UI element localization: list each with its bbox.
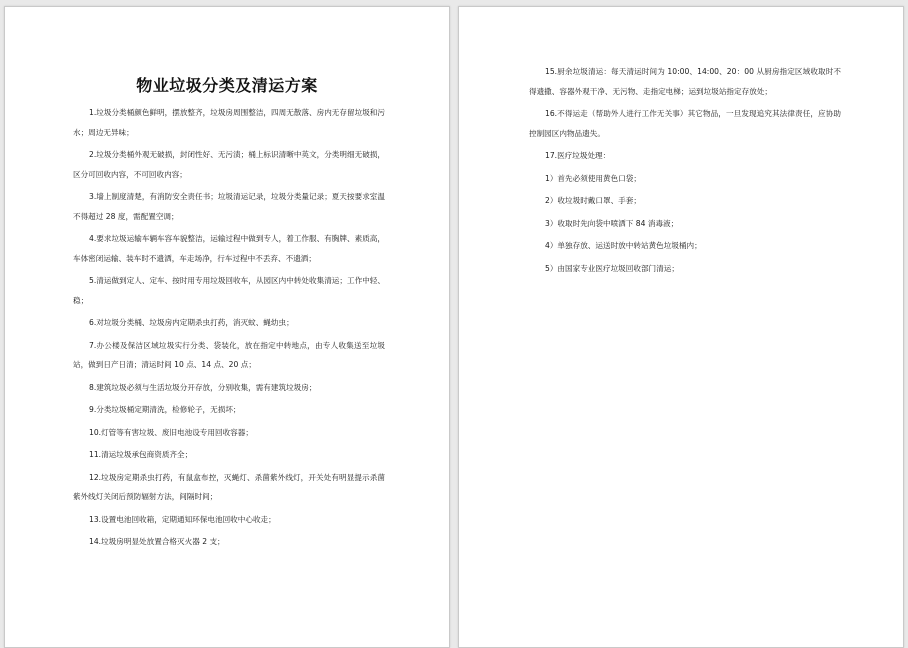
paragraph-15: 15.厨余垃圾清运：每天清运时间为 10:00、14:00、20：00 从厨房指定区域收取时不得遗撒、容器外观干净、无污物、走指定电梯；运到垃圾站指定存放处；: [529, 67, 841, 96]
list-item-1: 1）首先必须使用黄色口袋；: [545, 173, 641, 183]
document-title: 物业垃圾分类及清运方案: [136, 76, 318, 95]
paragraph-9: 9.分类垃圾桶定期清洗，检修轮子，无损坏；: [89, 405, 241, 414]
paragraph-7: 7.办公楼及保洁区域垃圾实行分类、袋装化，放在指定中转地点，由专人收集送至垃圾站，做到日产日清；清运时间 10 点、14 点、20 点；: [73, 340, 385, 369]
paragraph-17: 17.医疗垃圾处理：: [545, 151, 611, 160]
paragraph-1: 1.垃圾分类桶颜色鲜明，摆放整齐，垃圾房周围整洁，四周无散落、房内无存留垃圾和污水；周边无异味；: [73, 108, 385, 137]
document-page-left: [4, 6, 450, 648]
paragraph-4: 4.要求垃圾运输车辆车容车貌整洁，运输过程中做到专人，着工作服、有胸牌、素质高，车体密闭运输、装车时不遗洒，车走场净，行车过程中不丢弃、不遗洒；: [73, 234, 385, 263]
list-item-3: 3）收取时先向袋中喷洒下 84 消毒液；: [545, 218, 679, 228]
paragraph-6: 6.对垃圾分类桶、垃圾房内定期杀虫打药，消灭蚊、蝇幼虫；: [89, 318, 294, 327]
paragraph-5: 5.清运做到定人、定车、按时用专用垃圾回收车，从园区内中转处收集清运；工作中轻、稳；: [73, 276, 385, 305]
paragraph-16: 16.不得运走（帮助外人进行工作无关事）其它物品，一旦发现追究其法律责任，应协助控制园区内物品遗失。: [529, 109, 841, 138]
list-item-5: 5）由国家专业医疗垃圾回收部门清运；: [545, 263, 679, 273]
paragraph-8: 8.建筑垃圾必须与生活垃圾分开存放，分别收集，需有建筑垃圾房；: [89, 382, 317, 392]
list-item-2: 2）收垃圾时戴口罩、手套；: [545, 196, 641, 205]
paragraph-13: 13.设置电池回收箱，定期通知环保电池回收中心收走；: [89, 514, 276, 524]
paragraph-11: 11.清运垃圾承包商资质齐全；: [89, 450, 193, 459]
paragraph-2: 2.垃圾分类桶外观无破损，封闭性好、无污渍；桶上标识清晰中英文，分类明细无破损，区分可回收内容，不可回收内容；: [73, 150, 385, 179]
paragraph-14: 14.垃圾房明显处放置合格灭火器 2 支；: [89, 537, 225, 546]
list-item-4: 4）单独存放、运送时放中转站黄色垃圾桶内；: [545, 241, 702, 250]
right-page-body: [529, 62, 841, 281]
left-page-body: [73, 103, 385, 555]
document-page-right: [458, 6, 904, 648]
paragraph-10: 10.灯管等有害垃圾、废旧电池设专用回收容器；: [89, 427, 253, 437]
paragraph-12: 12.垃圾房定期杀虫打药，有鼠盒布控，灭蝇灯、杀菌紫外线灯，开关处有明显提示杀菌紫外线灯关闭后预防辐射方法，间隔时间；: [73, 472, 385, 501]
paragraph-3: 3.墙上制度清楚，有消防安全责任书；垃圾清运记录，垃圾分类量记录；夏天按要求室温不得超过 28 度，需配置空调；: [73, 192, 385, 221]
